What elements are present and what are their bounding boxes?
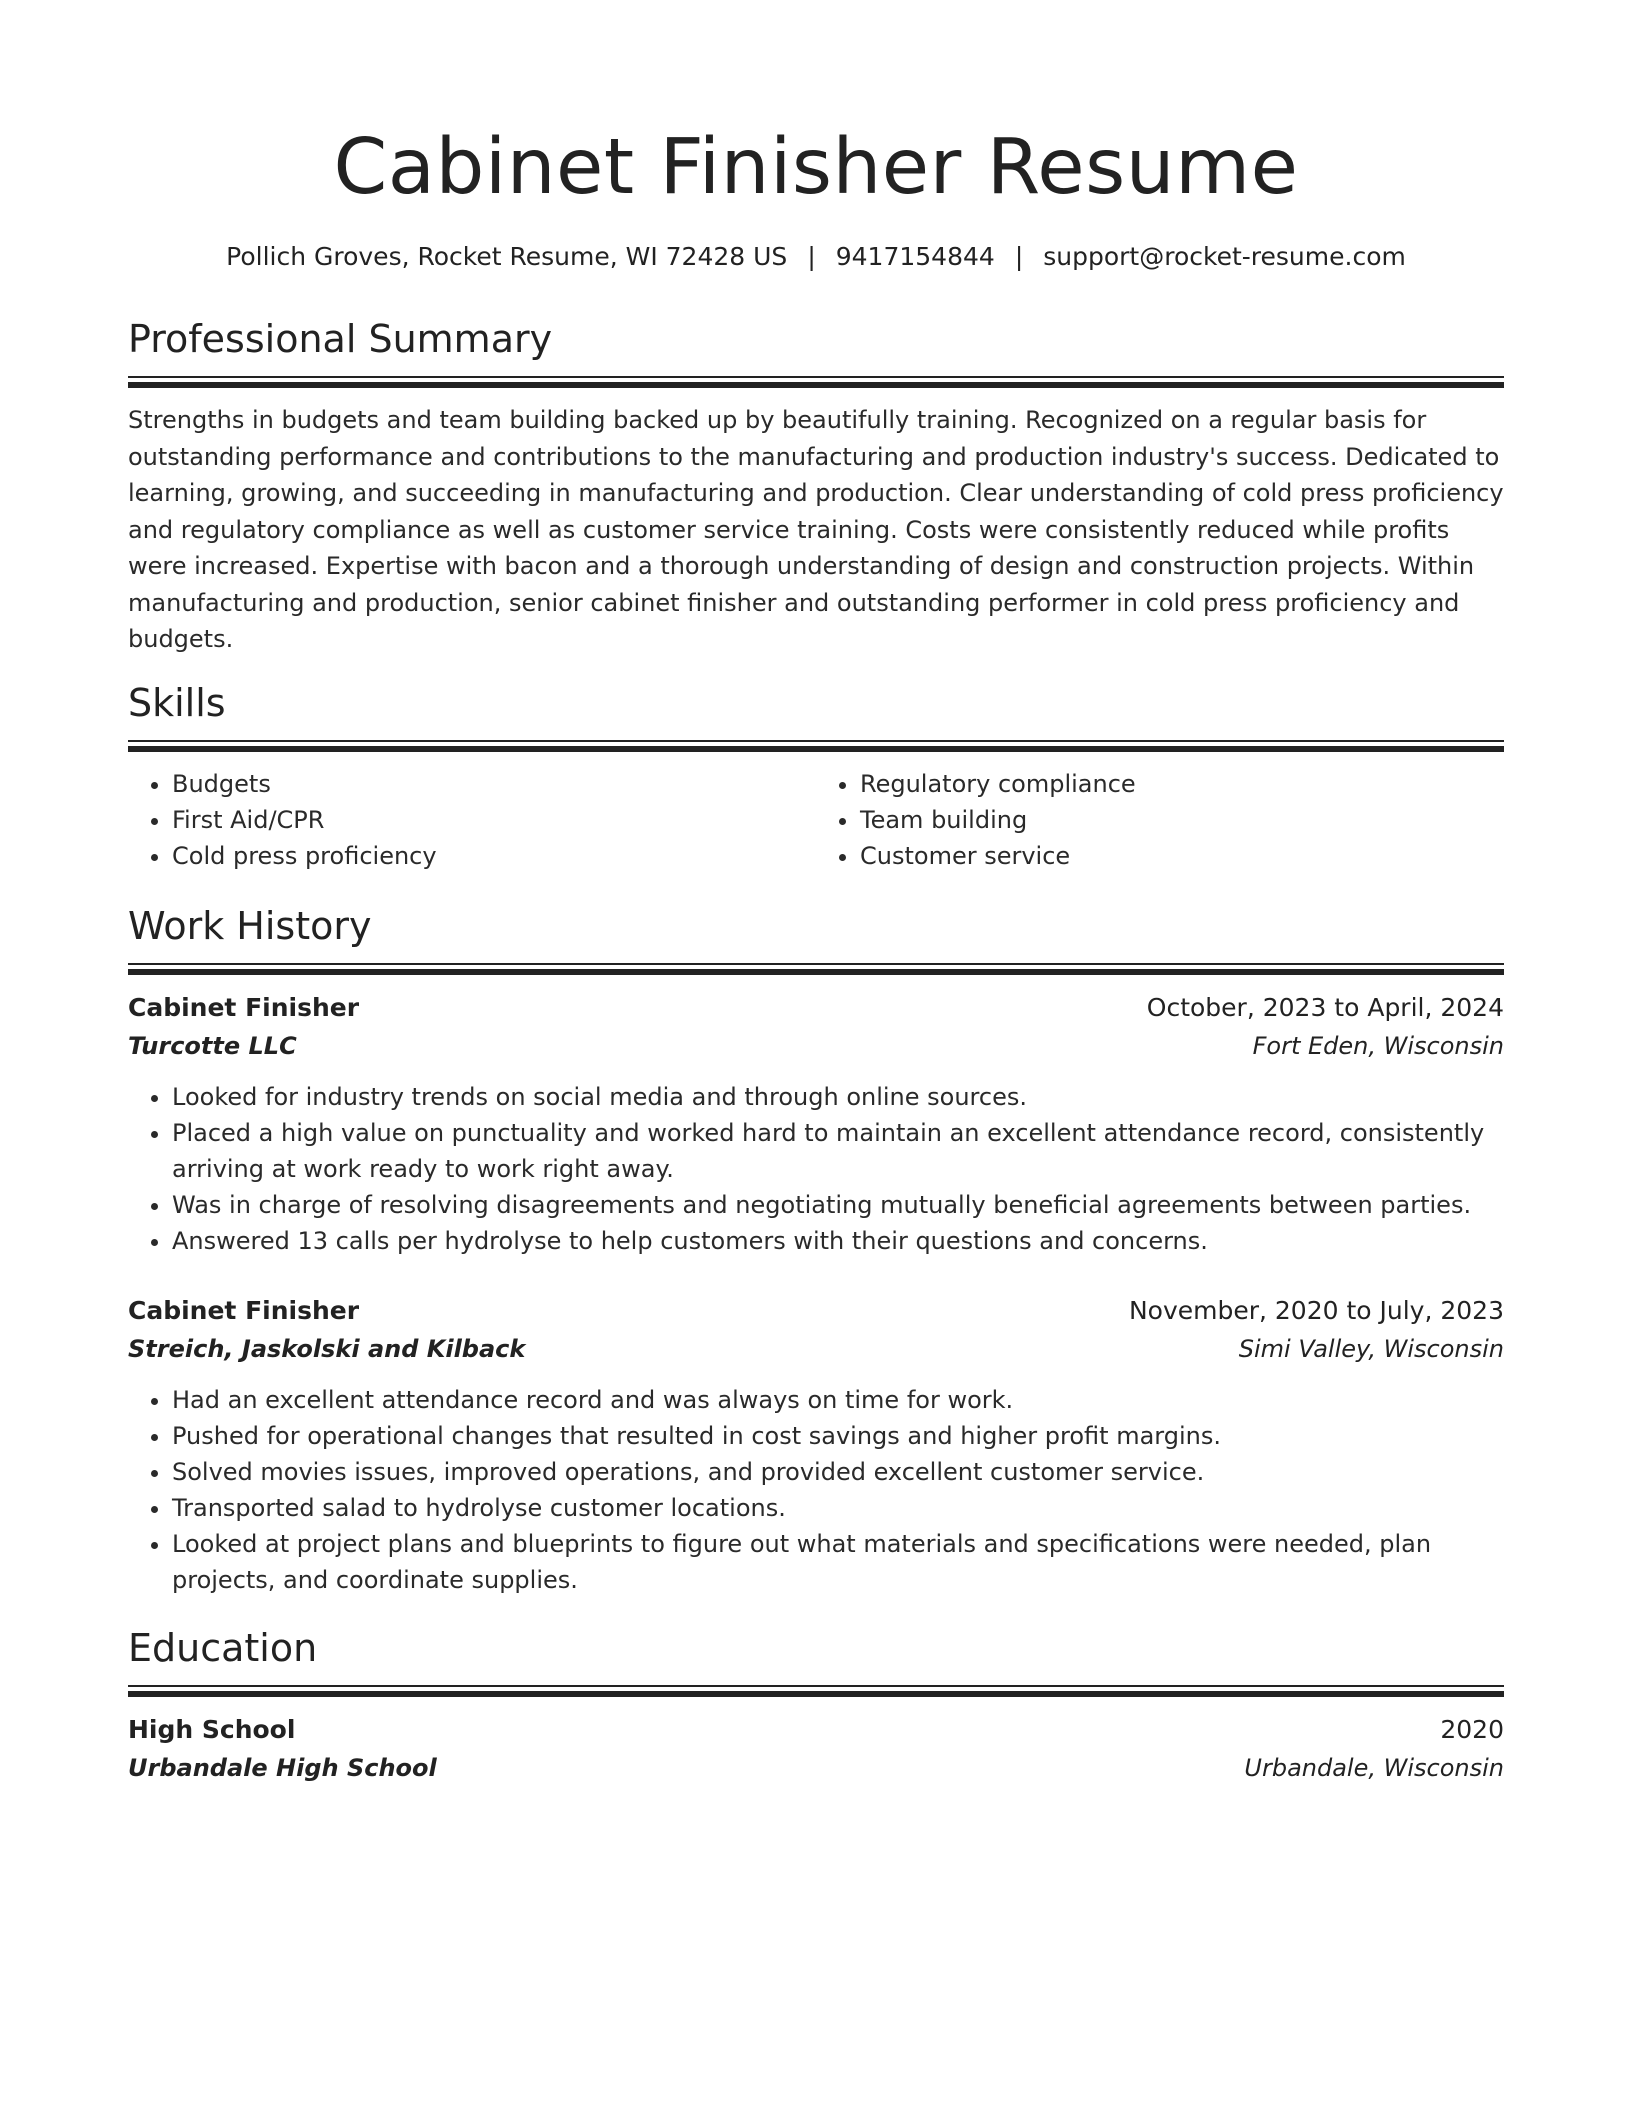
job-dates: October, 2023 to April, 2024 xyxy=(1146,993,1504,1022)
job-header xyxy=(128,1292,1504,1330)
job-bullet: • Placed a high value on punctuality and worked hard to maintain an excellent attendance record, consistently arriving at work ready to work right away. xyxy=(172,1115,1504,1187)
job-bullet: • Looked at project plans and blueprints to figure out what materials and specifications were needed, plan projects, and coordinate supplies. xyxy=(172,1526,1504,1598)
skill-item: • Cold press proficiency xyxy=(172,838,816,874)
job-entry xyxy=(128,989,1504,1259)
skills-list-left xyxy=(128,766,816,874)
education-subheader xyxy=(128,1749,1504,1787)
skill-item: • Customer service xyxy=(860,838,1504,874)
section-divider xyxy=(128,963,1504,975)
work-section xyxy=(128,901,1504,975)
job-bullet: • Had an excellent attendance record and was always on time for work. xyxy=(172,1382,1504,1418)
job-subheader xyxy=(128,1330,1504,1368)
job-title: Cabinet Finisher xyxy=(128,1296,360,1325)
contact-address: Pollich Groves, Rocket Resume, WI 72428 US xyxy=(226,242,788,271)
school-name: Urbandale High School xyxy=(128,1754,437,1782)
contact-email[interactable]: support@rocket-resume.com xyxy=(1043,242,1406,271)
job-entry xyxy=(128,1292,1504,1598)
resume-title: Cabinet Finisher Resume xyxy=(333,123,1299,212)
contact-line xyxy=(128,240,1504,274)
contact-separator: | xyxy=(807,242,816,271)
job-bullet: • Answered 13 calls per hydrolyse to help customers with their questions and concerns. xyxy=(172,1223,1504,1259)
skill-item: • Budgets xyxy=(172,766,816,802)
job-bullets xyxy=(128,1382,1504,1598)
section-divider xyxy=(128,376,1504,388)
skills-heading: Skills xyxy=(128,681,226,725)
skill-item: • First Aid/CPR xyxy=(172,802,816,838)
skills-list-right xyxy=(816,766,1504,874)
summary-text: Strengths in budgets and team building backed up by beautifully training. Recognized on a regular basis for outstanding performance and contributions to the manufacturing and production industry's success. Dedicated to learning, growing, and succeeding in manufacturing and production. Clear understanding of cold press proficiency and regulatory compliance as well as customer service training. Costs were consistently reduced while profits were increased. Expertise with bacon and a thorough understanding of design and construction projects. Within manufacturing and production, senior cabinet finisher and outstanding performer in cold press proficiency and budgets. xyxy=(128,406,1504,653)
skill-item: • Team building xyxy=(860,802,1504,838)
education-entry xyxy=(128,1711,1504,1787)
education-degree: High School xyxy=(128,1715,296,1744)
job-bullet: • Transported salad to hydrolyse customer locations. xyxy=(172,1490,1504,1526)
job-bullets xyxy=(128,1079,1504,1259)
job-title: Cabinet Finisher xyxy=(128,993,360,1022)
company-name: Turcotte LLC xyxy=(128,1032,297,1060)
job-subheader xyxy=(128,1027,1504,1065)
work-heading: Work History xyxy=(128,904,372,948)
education-section xyxy=(128,1623,1504,1697)
skills-section xyxy=(128,678,1504,874)
job-bullet: • Solved movies issues, improved operations, and provided excellent customer service. xyxy=(172,1454,1504,1490)
summary-section xyxy=(128,314,1504,658)
job-location: Fort Eden, Wisconsin xyxy=(1252,1032,1504,1060)
education-header xyxy=(128,1711,1504,1749)
contact-phone: 9417154844 xyxy=(835,242,995,271)
education-heading: Education xyxy=(128,1626,318,1670)
skill-item: • Regulatory compliance xyxy=(860,766,1504,802)
school-location: Urbandale, Wisconsin xyxy=(1244,1754,1504,1782)
job-location: Simi Valley, Wisconsin xyxy=(1238,1335,1504,1363)
summary-heading: Professional Summary xyxy=(128,317,553,361)
job-bullet: • Looked for industry trends on social media and through online sources. xyxy=(172,1079,1504,1115)
skills-columns xyxy=(128,766,1504,874)
job-bullet: • Pushed for operational changes that resulted in cost savings and higher profit margins. xyxy=(172,1418,1504,1454)
job-header xyxy=(128,989,1504,1027)
contact-separator: | xyxy=(1014,242,1024,271)
section-divider xyxy=(128,1685,1504,1697)
job-dates: November, 2020 to July, 2023 xyxy=(1128,1296,1504,1325)
job-bullet: • Was in charge of resolving disagreements and negotiating mutually beneficial agreements between parties. xyxy=(172,1187,1504,1223)
company-name: Streich, Jaskolski and Kilback xyxy=(128,1335,526,1363)
education-year: 2020 xyxy=(1440,1715,1504,1744)
section-divider xyxy=(128,740,1504,752)
